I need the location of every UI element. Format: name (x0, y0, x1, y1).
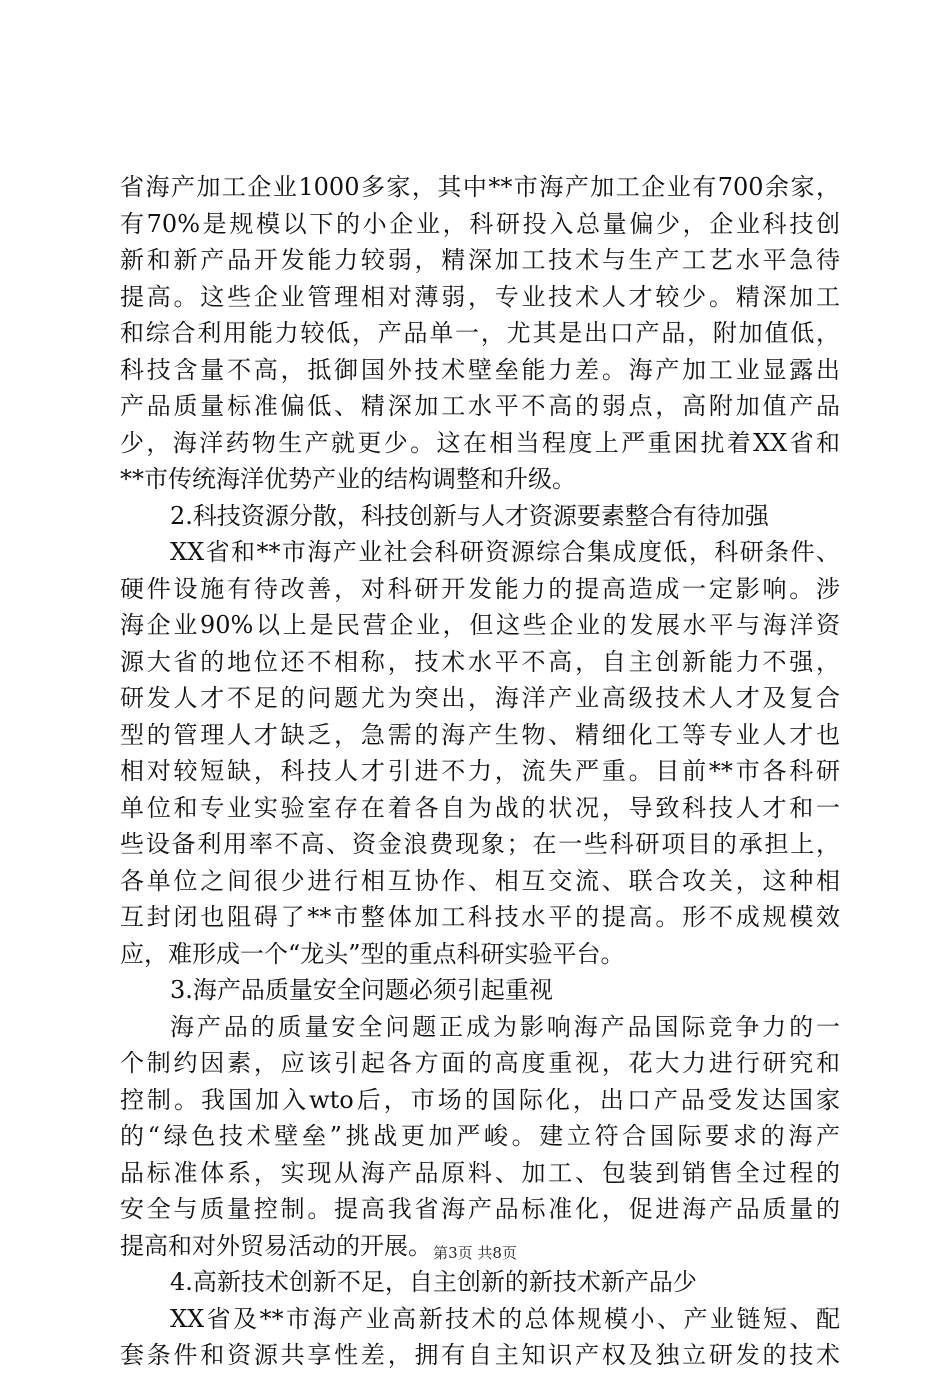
body-line: 提高和对外贸易活动的开展。 (120, 1231, 432, 1260)
body-line: 源大省的地位还不相称，技术水平不高，自主创新能力不强， (120, 647, 840, 676)
body-line: 海产品的质量安全问题正成为影响海产品国际竞争力的一 (170, 1012, 840, 1041)
body-line: 海企业90%以上是民营企业，但这些企业的发展水平与海洋资 (120, 611, 840, 639)
body-line: **市传统海洋优势产业的结构调整和升级。 (120, 465, 576, 493)
body-line: 的“绿色技术壁垒”挑战更加严峻。建立符合国际要求的海产 (120, 1122, 840, 1150)
page-number-footer: 第3页 共8页 (433, 1244, 517, 1262)
body-line: 型的管理人才缺乏，急需的海产生物、精细化工等专业人才也 (120, 720, 840, 749)
section-heading: 3.海产品质量安全问题必须引起重视 (170, 976, 553, 1004)
body-line: 有70%是规模以下的小企业，科研投入总量偏少，企业科技创 (120, 209, 840, 238)
section-heading: 2.科技资源分散，科技创新与人才资源要素整合有待加强 (170, 501, 769, 530)
body-line: XX省及**市海产业高新技术的总体规模小、产业链短、配 (170, 1304, 840, 1333)
body-line: 品标准体系，实现从海产品原料、加工、包装到销售全过程的 (120, 1158, 840, 1187)
body-line: 套条件和资源共享性差，拥有自主知识产权及独立研发的技术 (120, 1341, 840, 1369)
body-line: 和综合利用能力较低，产品单一，尤其是出口产品，附加值低， (120, 319, 840, 347)
body-line: 单位和专业实验室存在着各自为战的状况，导致科技人才和一 (120, 793, 840, 822)
body-line: 省海产加工企业1000多家，其中**市海产加工企业有700余家， (120, 173, 840, 201)
body-line: 互封闭也阻碍了**市整体加工科技水平的提高。形不成规模效 (120, 903, 840, 931)
section-heading: 4.高新技术创新不足，自主创新的新技术新产品少 (170, 1268, 697, 1296)
body-line: 各单位之间很少进行相互协作、相互交流、联合攻关，这种相 (120, 866, 840, 895)
body-line: 些设备利用率不高、资金浪费现象；在一些科研项目的承担上， (120, 830, 840, 858)
body-line: 相对较短缺，科技人才引进不力，流失严重。目前**市各科研 (120, 757, 840, 785)
body-line: 个制约因素，应该引起各方面的高度重视，花大力进行研究和 (120, 1049, 840, 1077)
body-line: 安全与质量控制。提高我省海产品标准化，促进海产品质量的 (120, 1195, 840, 1223)
body-line: 少，海洋药物生产就更少。这在相当程度上严重困扰着XX省和 (120, 428, 840, 457)
body-line: 控制。我国加入wto后，市场的国际化，出口产品受发达国家 (120, 1085, 840, 1114)
body-line: 产品质量标准偏低、精深加工水平不高的弱点，高附加值产品 (120, 392, 840, 420)
body-line: XX省和**市海产业社会科研资源综合集成度低，科研条件、 (170, 538, 840, 566)
body-line: 提高。这些企业管理相对薄弱，专业技术人才较少。精深加工 (120, 282, 840, 311)
body-line: 硬件设施有待改善，对科研开发能力的提高造成一定影响。涉 (120, 574, 840, 603)
document-body (120, 169, 840, 1374)
body-line: 新和新产品开发能力较弱，精深加工技术与生产工艺水平急待 (120, 246, 840, 274)
body-line: 研发人才不足的问题尤为突出，海洋产业高级技术人才及复合 (120, 684, 840, 712)
body-line: 应，难形成一个“龙头”型的重点科研实验平台。 (120, 939, 625, 968)
body-line: 科技含量不高，抵御国外技术壁垒能力差。海产加工业显露出 (120, 355, 840, 384)
